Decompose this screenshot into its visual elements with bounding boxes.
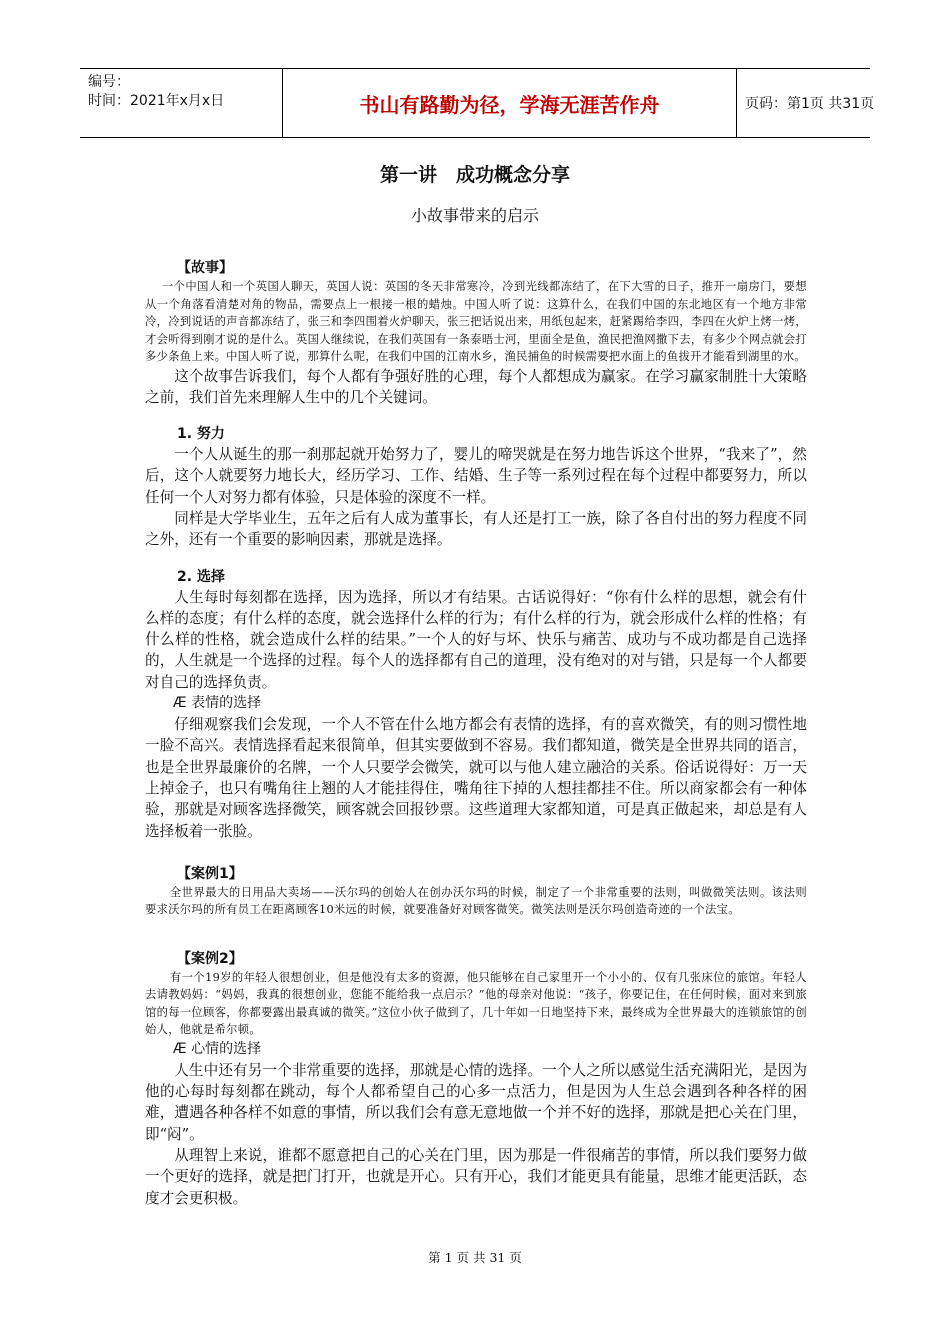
mood-heading: Æ 心情的选择 xyxy=(173,1040,262,1057)
document-body xyxy=(145,258,807,1209)
choice-heading: 2. 选择 xyxy=(177,568,225,585)
header-meta xyxy=(80,69,282,137)
page-subtitle: 小故事带来的启示 xyxy=(410,206,539,225)
mood-paragraph-2: 从理智上来说，谁都不愿意把自己的心关在门里，因为那是一件很痛苦的事情，所以我们要努力做一个更好的选择，就是把门打开，也就是开心。只有开心，我们才能更具有能量，思维才能更活跃，态度才会更积极。 xyxy=(145,1147,807,1207)
effort-paragraph-1: 一个人从诞生的那一刹那起就开始努力了，婴儿的啼哭就是在努力地告诉这个世界，“我来了”，然后，这个人就要努力地长大，经历学习、工作、结婚、生子等一系列过程在每个过程中都要努力，所以任何一个人对努力都有体验，只是体验的深度不一样。 xyxy=(145,446,807,506)
story-text: 一个中国人和一个英国人聊天，英国人说：英国的冬天非常寒冷，冷到光线都冻结了，在下大雪的日子，推开一扇房门，要想从一个角落看清楚对角的物品，需要点上一根接一根的蜡烛。中国人听了说：这算什么，在我们中国的东北地区有一个地方非常冷，冷到说话的声音都冻结了，张三和李四围着火炉聊天，张三把话说出来，用纸包起来，赶紧踢给李四，李四在火炉上烤一烤，才会听得到刚才说的是什么。英国人继续说，在我们英国有一条泰晤士河，里面全是鱼，渔民把渔网撒下去，有多少个网点就会打多少条鱼上来。中国人听了说，那算什么呢，在我们中国的江南水乡，渔民捕鱼的时候需要把水面上的鱼拔开才能看到湖里的水。 xyxy=(145,280,807,363)
header-page-number: 页码：第1页 共31页 xyxy=(745,96,875,112)
expression-paragraph: 仔细观察我们会发现，一个人不管在什么地方都会有表情的选择，有的喜欢微笑，有的则习惯性地一脸不高兴。表情选择看起来很简单，但其实要做到不容易。我们都知道，微笑是全世界共同的语言，也是全世界最廉价的名牌，一个人只要学会微笑，就可以与他人建立融洽的关系。俗话说得好：万一天上掉金子，也只有嘴角往上翘的人才能挂得住，嘴角往下掉的人想挂都挂不住。所以商家都会有一种体验，那就是对顾客选择微笑，顾客就会回报钞票。这些道理大家都知道，可是真正做起来，却总是有人选择板着一张脸。 xyxy=(145,716,807,840)
choice-paragraph-1: 人生每时每刻都在选择，因为选择，所以才有结果。古话说得好：“你有什么样的思想，就会有什么样的态度；有什么样的态度，就会选择什么样的行为；有什么样的行为，就会形成什么样的性格；有什么样的性格，就会造成什么样的结果。”一个人的好与坏、快乐与痛苦、成功与不成功都是自己选择的，人生就是一个选择的过程。每个人的选择都有自己的道理，没有绝对的对与错，只是每一个人都要对自己的选择负责。 xyxy=(145,588,807,691)
page-header xyxy=(80,68,875,138)
number-label: 编号： xyxy=(88,74,130,90)
effort-heading: 1. 努力 xyxy=(177,426,225,443)
story-moral: 这个故事告诉我们，每个人都有争强好胜的心理，每个人都想成为赢家。在学习赢家制胜十大策略之前，我们首先来理解人生中的几个关键词。 xyxy=(145,367,807,406)
expression-heading: Æ 表情的选择 xyxy=(173,695,262,712)
mood-paragraph-1: 人生中还有另一个非常重要的选择，那就是心情的选择。一个人之所以感觉生活充满阳光，是因为他的心每时每刻都在跳动，每个人都希望自己的心多一点活力，但是因为人生总会遇到各种各样的困难，遭遇各种各样不如意的事情，所以我们会有意无意地做一个并不好的选择，那就是把心关在门里，即“闷”。 xyxy=(145,1061,807,1143)
case2-text: 有一个19岁的年轻人很想创业，但是他没有太多的资源，他只能够在自己家里开一个小小的、仅有几张床位的旅馆。年轻人去请教妈妈：“妈妈，我真的很想创业，您能不能给我一点启示？”他的母亲对他说：“孩子，你要记住，在任何时候，面对来到旅馆的每一位顾客，你都要露出最真诚的微笑。”这位小伙子做到了，几十年如一日地坚持下来，最终成为全世界最大的连锁旅馆的创始人，他就是希尔顿。 xyxy=(145,970,807,1037)
case2-heading: 【案例2】 xyxy=(177,950,243,967)
page-title: 第一讲 成功概念分享 xyxy=(379,164,570,186)
story-heading: 【故事】 xyxy=(177,260,233,276)
time-label: 时间：2021年x月x日 xyxy=(88,93,225,109)
case1-heading: 【案例1】 xyxy=(177,865,243,882)
case1-text: 全世界最大的日用品大卖场——沃尔玛的创始人在创办沃尔玛的时候，制定了一个非常重要的法则，叫做微笑法则。该法则要求沃尔玛的所有员工在距离顾客10米远的时候，就要准备好对顾客微笑。微笑法则是沃尔玛创造奇迹的一个法宝。 xyxy=(145,885,807,917)
header-motto: 书山有路勤为径，学海无涯苦作舟 xyxy=(282,69,737,137)
effort-paragraph-2: 同样是大学毕业生，五年之后有人成为董事长，有人还是打工一族，除了各自付出的努力程度不同之外，还有一个重要的影响因素，那就是选择。 xyxy=(145,509,807,549)
page-footer: 第 1 页 共 31 页 xyxy=(428,1250,522,1265)
